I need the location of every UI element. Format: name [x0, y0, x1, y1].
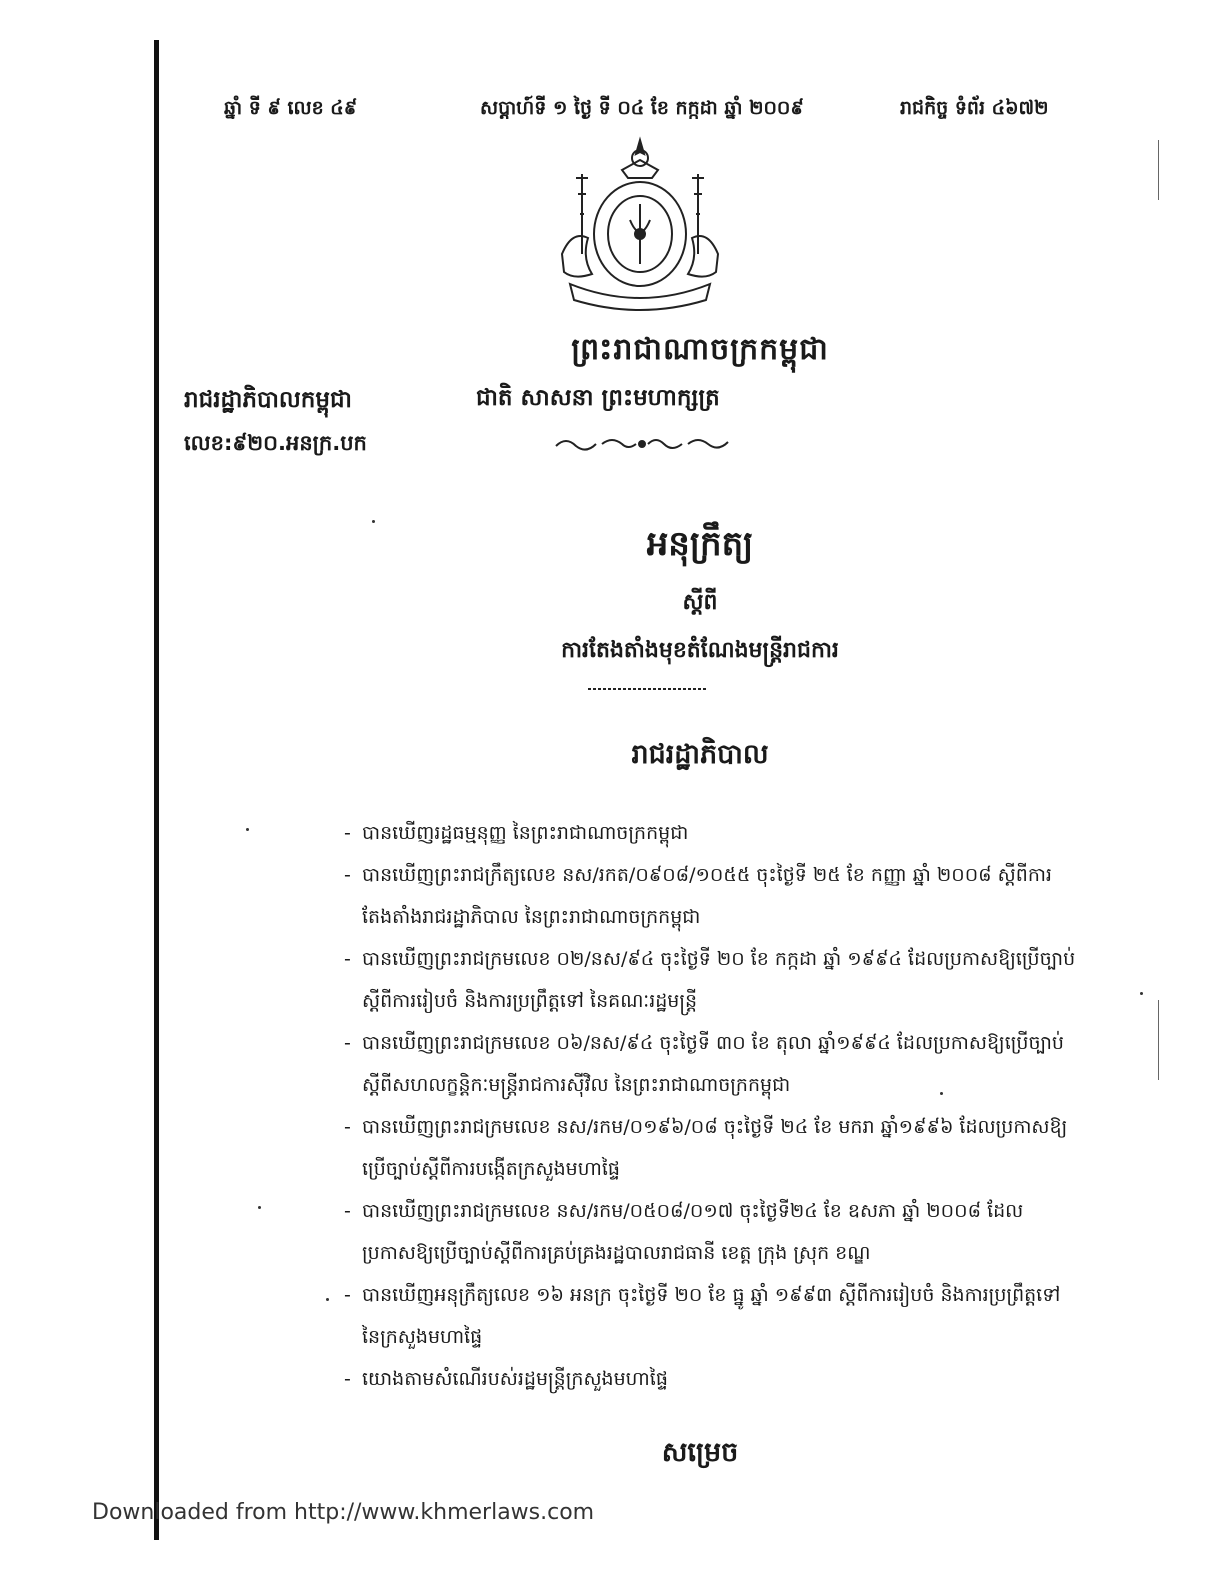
dotted-divider: [588, 686, 708, 692]
dash-marker: -: [344, 1284, 351, 1306]
recital-text: បានឃើញអនុក្រឹត្យលេខ ១៦ អនក្រ ចុះថ្ងៃទី ២០ ខែ ធ្នូ ឆ្នាំ ១៩៩៣ ស្តីពីការរៀបចំ និងការប្រព្រឹត្តទៅ នៃក្រសួងមហាផ្ទៃ: [362, 1284, 1061, 1348]
council-heading: រាជរដ្ឋាភិបាល: [631, 739, 769, 770]
recital-text: បានឃើញព្រះរាជក្រឹត្យលេខ នស/រកត/០៩០៨/១០៥៥ ចុះថ្ងៃទី ២៥ ខែ កញ្ញា ឆ្នាំ ២០០៨ ស្តីពីការតែងតាំងរាជរដ្ឋាភិបាល នៃព្រះរាជាណាចក្រកម្ពុជា: [362, 864, 1052, 928]
recital-text: បានឃើញរដ្ឋធម្មនុញ្ញ នៃព្រះរាជាណាចក្រកម្ពុជា: [362, 822, 689, 844]
gazette-date: សប្តាហ៍ទី ១ ថ្ងៃ ទី ០៤ ខែ កក្កដា ឆ្នាំ ២០០៩: [480, 97, 804, 119]
document-number: លេខ:៩២០.អនក្រ.បក: [184, 431, 367, 455]
dash-marker: -: [344, 948, 351, 970]
gazette-page: រាជកិច្ច ទំព័រ ៤៦៧២: [900, 97, 1049, 119]
list-item: [340, 854, 1080, 938]
subject-title: ការតែងតាំងមុខតំណែងមន្ត្រីរាជការ: [561, 638, 839, 663]
scan-speck: [246, 828, 249, 831]
recital-text: បានឃើញព្រះរាជក្រមលេខ ០៦/នស/៩៤ ចុះថ្ងៃទី ៣០ ខែ តុលា ឆ្នាំ១៩៩៤ ដែលប្រកាសឱ្យប្រើច្បាប់ស្តីពីសហលក្ខន្តិកៈមន្ត្រីរាជការស៊ីវិល នៃព្រះរាជាណាចក្រកម្ពុជា: [362, 1032, 1064, 1096]
decision-heading: សម្រេច: [661, 1437, 739, 1468]
list-item: [340, 1022, 1080, 1106]
binding-edge-line: [154, 40, 159, 1540]
ornament-divider-icon: [552, 432, 732, 456]
document-title: អនុក្រឹត្យ: [646, 524, 754, 564]
scan-speck: [940, 1092, 943, 1095]
recital-text: បានឃើញព្រះរាជក្រមលេខ នស/រកម/០១៩៦/០៨ ចុះថ្ងៃទី ២៤ ខែ មករា ឆ្នាំ១៩៩៦ ដែលប្រកាសឱ្យប្រើច្បាប់ស្តីពីការបង្កើតក្រសួងមហាផ្ទៃ: [362, 1116, 1068, 1180]
recitals-list: [340, 812, 1080, 1400]
dash-marker: -: [344, 1200, 351, 1222]
list-item: [340, 938, 1080, 1022]
list-item: [340, 1274, 1080, 1358]
subject-label: ស្តីពី: [682, 590, 718, 615]
recital-text: បានឃើញព្រះរាជក្រមលេខ ០២/នស/៩៤ ចុះថ្ងៃទី ២០ ខែ កក្កដា ឆ្នាំ ១៩៩៤ ដែលប្រកាសឱ្យប្រើច្បាប់ស្តីពីការរៀបចំ និងការប្រព្រឹត្តទៅ នៃគណៈរដ្ឋមន្ត្រី: [362, 948, 1076, 1012]
dash-marker: -: [344, 1368, 351, 1390]
dash-marker: -: [344, 1116, 351, 1138]
dash-marker: -: [344, 864, 351, 886]
scan-edge-mark: [1158, 140, 1159, 200]
national-motto: ជាតិ សាសនា ព្រះមហាក្សត្រ: [476, 385, 720, 411]
scan-speck: [326, 1298, 329, 1301]
dash-marker: -: [344, 822, 351, 844]
recital-text: បានឃើញព្រះរាជក្រមលេខ នស/រកម/០៥០៨/០១៧ ចុះថ្ងៃទី២៤ ខែ ឧសភា ឆ្នាំ ២០០៨ ដែលប្រកាសឱ្យប្រើច្បាប់ស្តីពីការគ្រប់គ្រងរដ្ឋបាលរាជធានី ខេត្ត ក្រុង ស្រុក ខណ្ឌ: [362, 1200, 1024, 1264]
gazette-volume: ឆ្នាំ ទី ៩ លេខ ៤៩: [224, 97, 358, 119]
issuing-government: រាជរដ្ឋាភិបាលកម្ពុជា: [184, 387, 352, 413]
scan-speck: [1140, 992, 1143, 995]
list-item: [340, 1358, 1080, 1400]
recital-text: យោងតាមសំណើរបស់រដ្ឋមន្ត្រីក្រសួងមហាផ្ទៃ: [362, 1368, 668, 1390]
scan-speck: [258, 1206, 261, 1209]
scan-edge-mark: [1158, 1000, 1159, 1080]
list-item: [340, 812, 1080, 854]
list-item: [340, 1106, 1080, 1190]
download-source-footer: Downloaded from http://www.khmerlaws.com: [92, 1500, 595, 1525]
dash-marker: -: [344, 1032, 351, 1054]
kingdom-name: ព្រះរាជាណាចក្រកម្ពុជា: [571, 332, 829, 367]
royal-emblem-icon: [552, 134, 728, 312]
scan-speck: [372, 520, 375, 523]
list-item: [340, 1190, 1080, 1274]
